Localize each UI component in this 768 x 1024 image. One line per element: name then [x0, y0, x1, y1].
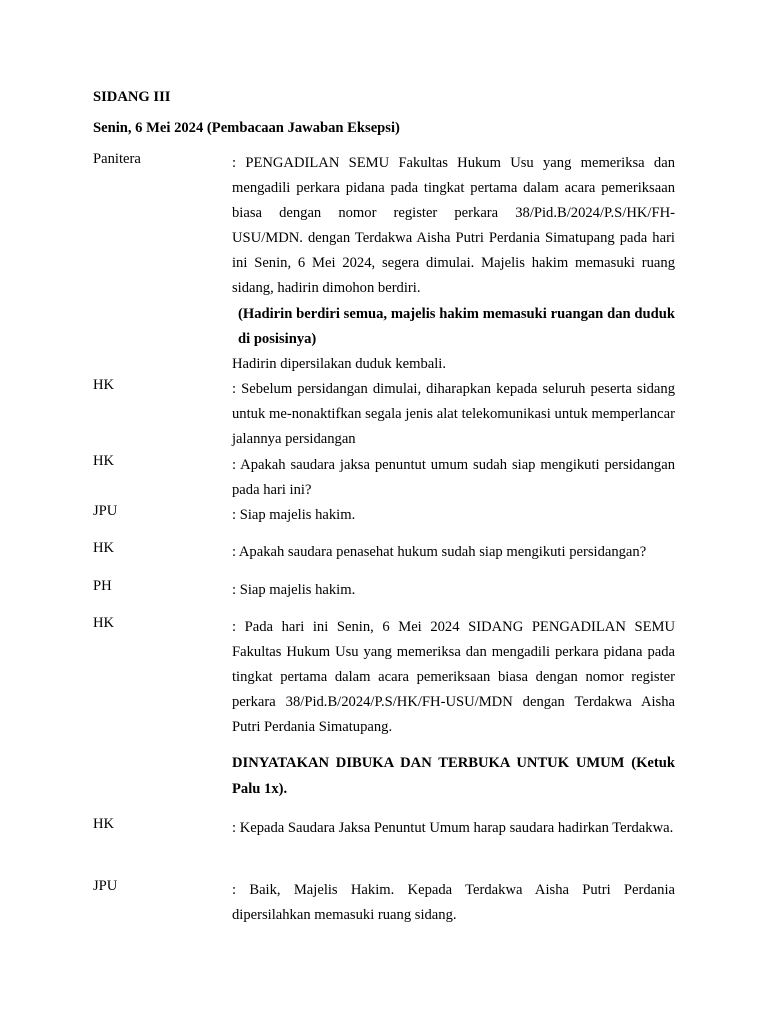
- entry-text: : Baik, Majelis Hakim. Kepada Terdakwa Aisha Putri Perdania dipersilahkan memasuki ruang sidang.: [232, 882, 675, 924]
- entry-paragraph: : Pada hari ini Senin, 6 Mei 2024 SIDANG PENGADILAN SEMU Fakultas Hukum Usu yang memeriksa dan mengadili perkara pidana pada tingkat pertama dalam acara pemeriksaan biasa dengan nomor register perkara 38/Pid.B/2024/P.S/HK/FH-USU/MDN dengan Terdakwa Aisha Putri Perdania Simatupang.: [232, 619, 675, 736]
- speaker-label: HK: [93, 615, 115, 631]
- stage-direction: (Hadirin berdiri semua, majelis hakim memasuki ruangan dan duduk di posisinya): [238, 305, 675, 347]
- entry-text: : Siap majelis hakim.: [232, 507, 356, 523]
- speaker-label: JPU: [93, 878, 118, 894]
- speaker-label: HK: [93, 540, 115, 556]
- session-subheading: Senin, 6 Mei 2024 (Pembacaan Jawaban Eksepsi): [93, 120, 400, 136]
- speaker-label: JPU: [93, 503, 118, 519]
- opening-declaration: DINYATAKAN DIBUKA DAN TERBUKA UNTUK UMUM (Ketuk Palu 1x).: [232, 755, 675, 797]
- speaker-label: PH: [93, 578, 112, 594]
- entry-text: : Siap majelis hakim.: [232, 582, 356, 598]
- entry-text: [232, 151, 675, 377]
- speaker-label: HK: [93, 816, 115, 832]
- speaker-label: Panitera: [93, 151, 141, 167]
- speaker-label: HK: [93, 377, 115, 393]
- entry-text: : Sebelum persidangan dimulai, diharapkan kepada seluruh peserta sidang untuk me-nonaktifkan segala jenis alat telekomunikasi untuk memperlancar jalannya persidangan: [232, 381, 675, 448]
- session-heading: SIDANG III: [93, 89, 171, 105]
- entry-text: [232, 615, 675, 802]
- entry-text: : Apakah saudara penasehat hukum sudah siap mengikuti persidangan?: [232, 544, 647, 560]
- entry-paragraph: : PENGADILAN SEMU Fakultas Hukum Usu yang memeriksa dan mengadili perkara pidana pada tingkat pertama dalam acara pemeriksaan biasa dengan nomor register perkara 38/Pid.B/2024/P.S/HK/FH-USU/MDN. dengan Terdakwa Aisha Putri Perdania Simatupang pada hari ini Senin, 6 Mei 2024, segera dimulai. Majelis hakim memasuki ruang sidang, hadirin dimohon berdiri.: [232, 155, 675, 297]
- entry-text: : Kepada Saudara Jaksa Penuntut Umum harap saudara hadirkan Terdakwa.: [232, 820, 674, 836]
- entry-text: : Apakah saudara jaksa penuntut umum sudah siap mengikuti persidangan pada hari ini?: [232, 457, 675, 499]
- entry-paragraph: Hadirin dipersilakan duduk kembali.: [232, 355, 446, 372]
- speaker-label: HK: [93, 453, 115, 469]
